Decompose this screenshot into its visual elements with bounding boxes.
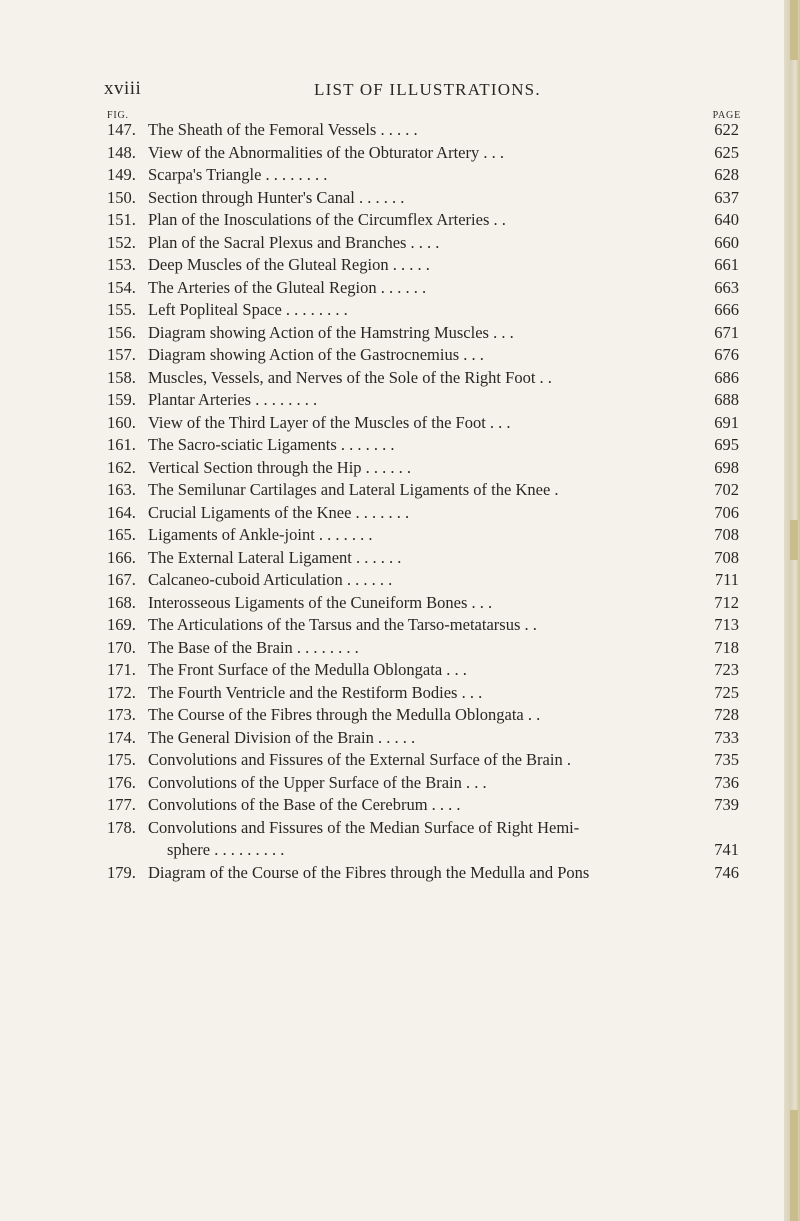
figure-title: Interosseous Ligaments of the Cuneiform Bones . . . <box>148 592 493 612</box>
figure-number: 160. <box>107 412 136 432</box>
page-reference: 723 <box>714 660 739 679</box>
page-reference: 686 <box>714 367 739 387</box>
figure-number: 177. <box>107 795 136 814</box>
page-reference: 676 <box>714 345 739 364</box>
figure-title: The Front Surface of the Medulla Oblongata . . . <box>148 660 467 679</box>
figure-number: 154. <box>107 277 136 297</box>
list-item <box>0 525 784 548</box>
page-reference: 746 <box>714 862 739 882</box>
figure-title: The Fourth Ventricle and the Restiform Bodies . . . <box>148 682 483 702</box>
figure-number: 152. <box>107 232 136 252</box>
figure-number: 161. <box>107 435 136 454</box>
page-reference: 725 <box>714 682 739 702</box>
page-reference: 640 <box>714 210 739 229</box>
figure-title-continuation: sphere . . . . . . . . . <box>167 840 285 859</box>
figure-title: View of the Third Layer of the Muscles of the Foot . . . <box>148 412 511 432</box>
page-column-header: PAGE <box>712 110 741 121</box>
figure-number: 172. <box>107 682 136 702</box>
figure-title: The Semilunar Cartilages and Lateral Ligaments of the Knee . <box>148 480 559 499</box>
list-item <box>0 435 784 458</box>
figure-title: The General Division of the Brain . . . . . <box>148 727 416 747</box>
illustration-list <box>0 120 784 885</box>
figure-title: Vertical Section through the Hip . . . . . . <box>148 457 412 477</box>
figure-number: 163. <box>107 480 136 499</box>
list-item <box>0 300 784 323</box>
figure-title: Crucial Ligaments of the Knee . . . . . . . <box>148 502 410 522</box>
figure-number: 150. <box>107 187 136 207</box>
list-item <box>0 210 784 233</box>
figure-number: 171. <box>107 660 136 679</box>
page-edge-mark <box>790 1110 798 1221</box>
page-reference: 628 <box>714 165 739 184</box>
figure-number: 155. <box>107 300 136 319</box>
figure-title: The Sheath of the Femoral Vessels . . . . . <box>148 120 418 139</box>
figure-number: 166. <box>107 547 136 567</box>
list-item <box>0 458 784 481</box>
page-reference: 733 <box>714 727 739 747</box>
page-reference: 698 <box>714 457 739 477</box>
page-reference: 660 <box>714 232 739 252</box>
figure-title: Plan of the Sacral Plexus and Branches . . . . <box>148 232 440 252</box>
list-item <box>0 188 784 211</box>
page-reference: 713 <box>714 615 739 634</box>
running-head-title: LIST OF ILLUSTRATIONS. <box>314 80 541 99</box>
figure-number: 158. <box>107 367 136 387</box>
figure-title: The External Lateral Ligament . . . . . . <box>148 547 402 567</box>
page-reference: 706 <box>714 502 739 522</box>
page-reference: 712 <box>714 592 739 612</box>
list-item <box>0 345 784 368</box>
list-item <box>0 863 784 886</box>
list-item <box>0 143 784 166</box>
page-number: xviii <box>104 78 142 99</box>
page-reference: 637 <box>714 187 739 207</box>
list-item <box>0 818 784 863</box>
figure-title: Diagram showing Action of the Gastrocnemius . . . <box>148 345 484 364</box>
figure-title: Section through Hunter's Canal . . . . . . <box>148 187 405 207</box>
figure-title: The Arteries of the Gluteal Region . . . . . . <box>148 277 427 297</box>
page-edge-mark <box>790 0 798 60</box>
list-item <box>0 480 784 503</box>
figure-title: Scarpa's Triangle . . . . . . . . <box>148 165 328 184</box>
page-reference: 711 <box>714 570 739 589</box>
figure-number: 165. <box>107 525 136 544</box>
page-reference: 718 <box>714 637 739 657</box>
list-item <box>0 548 784 571</box>
figure-title: Muscles, Vessels, and Nerves of the Sole of the Right Foot . . <box>148 367 552 387</box>
figure-number: 174. <box>107 727 136 747</box>
figure-title: View of the Abnormalities of the Obturator Artery . . . <box>148 142 504 162</box>
figure-number: 178. <box>107 817 136 837</box>
figure-title: Diagram of the Course of the Fibres through the Medulla and Pons <box>148 862 590 882</box>
figure-number: 170. <box>107 637 136 657</box>
figure-title: The Articulations of the Tarsus and the Tarso-metatarsus . . <box>148 615 537 634</box>
list-item <box>0 120 784 143</box>
figure-number: 168. <box>107 592 136 612</box>
figure-number: 169. <box>107 615 136 634</box>
figure-number: 149. <box>107 165 136 184</box>
figure-title: Ligaments of Ankle-joint . . . . . . . <box>148 525 373 544</box>
figure-number: 173. <box>107 705 136 724</box>
page-reference: 688 <box>714 390 739 409</box>
list-item <box>0 390 784 413</box>
list-item <box>0 795 784 818</box>
figure-title: Convolutions and Fissures of the External Surface of the Brain . <box>148 750 571 769</box>
figure-number: 179. <box>107 862 136 882</box>
page-reference: 671 <box>714 322 739 342</box>
figure-number: 159. <box>107 390 136 409</box>
page-reference: 728 <box>714 705 739 724</box>
list-item <box>0 638 784 661</box>
page-reference: 735 <box>714 750 739 769</box>
figure-number: 175. <box>107 750 136 769</box>
list-item <box>0 593 784 616</box>
page-edge <box>784 0 800 1221</box>
list-item <box>0 368 784 391</box>
page-reference: 695 <box>714 435 739 454</box>
figure-number: 157. <box>107 345 136 364</box>
running-head <box>104 78 684 102</box>
page-reference: 691 <box>714 412 739 432</box>
figure-title: Plan of the Inosculations of the Circumflex Arteries . . <box>148 210 506 229</box>
figure-title: Convolutions of the Base of the Cerebrum . . . . <box>148 795 461 814</box>
figure-number: 176. <box>107 772 136 792</box>
list-item <box>0 278 784 301</box>
list-item <box>0 413 784 436</box>
figure-number: 156. <box>107 322 136 342</box>
list-item <box>0 255 784 278</box>
figure-title: Plantar Arteries . . . . . . . . <box>148 390 318 409</box>
list-item <box>0 165 784 188</box>
figure-number: 167. <box>107 570 136 589</box>
figure-title: Deep Muscles of the Gluteal Region . . . . . <box>148 255 430 274</box>
page-reference: 625 <box>714 142 739 162</box>
list-item <box>0 323 784 346</box>
list-item <box>0 750 784 773</box>
figure-number: 153. <box>107 255 136 274</box>
figure-title: The Base of the Brain . . . . . . . . <box>148 637 359 657</box>
page-reference: 663 <box>714 277 739 297</box>
page-reference: 708 <box>714 547 739 567</box>
list-item <box>0 570 784 593</box>
list-item <box>0 728 784 751</box>
figure-title: The Sacro-sciatic Ligaments . . . . . . . <box>148 435 395 454</box>
page-reference: 708 <box>714 525 739 544</box>
list-item <box>0 660 784 683</box>
figure-number: 147. <box>107 120 136 139</box>
figure-title: Diagram showing Action of the Hamstring Muscles . . . <box>148 322 514 342</box>
list-item <box>0 503 784 526</box>
list-item <box>0 615 784 638</box>
page-reference: 702 <box>714 480 739 499</box>
figure-number: 151. <box>107 210 136 229</box>
figure-title: Convolutions and Fissures of the Median Surface of Right Hemi- <box>148 817 580 837</box>
page-reference: 622 <box>714 120 739 139</box>
list-item <box>0 705 784 728</box>
page-reference: 666 <box>714 300 739 319</box>
page-reference: 739 <box>714 795 739 814</box>
list-item <box>0 233 784 256</box>
figure-number: 148. <box>107 142 136 162</box>
figure-number: 164. <box>107 502 136 522</box>
figure-title: The Course of the Fibres through the Medulla Oblongata . . <box>148 705 541 724</box>
figure-title: Convolutions of the Upper Surface of the Brain . . . <box>148 772 487 792</box>
figure-title: Calcaneo-cuboid Articulation . . . . . . <box>148 570 393 589</box>
page-reference: 736 <box>714 772 739 792</box>
figure-title: Left Popliteal Space . . . . . . . . <box>148 300 348 319</box>
fig-column-header: FIG. <box>107 110 129 121</box>
page-edge-mark <box>790 520 798 560</box>
list-item <box>0 773 784 796</box>
figure-number: 162. <box>107 457 136 477</box>
page-reference: 661 <box>714 255 739 274</box>
page-reference: 741 <box>714 840 739 859</box>
list-item <box>0 683 784 706</box>
